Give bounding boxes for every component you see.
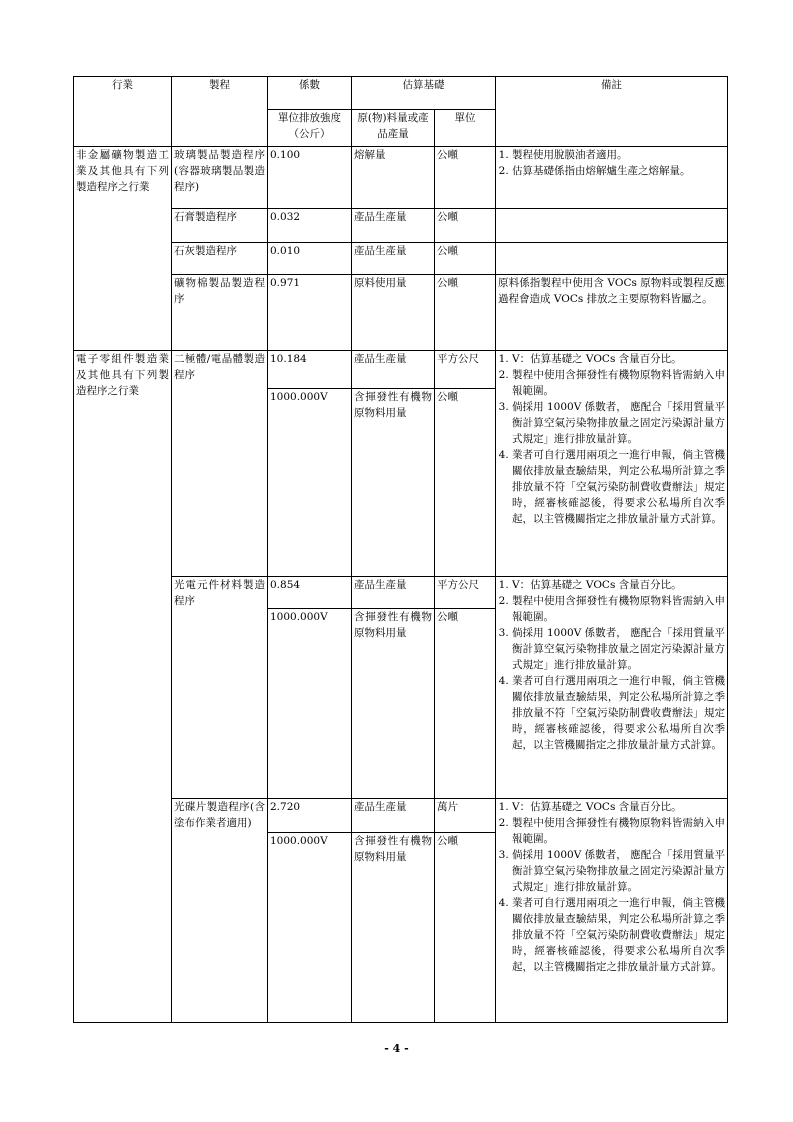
remark-cell <box>496 147 728 209</box>
unit-cell: 公噸 <box>435 609 496 799</box>
process-cell: 光碟片製造程序(含塗布作業者適用) <box>172 799 268 1023</box>
header-material: 原(物)料量或產品產量 <box>352 110 435 147</box>
remark-cell <box>496 799 728 1023</box>
coefficient-cell: 0.971 <box>268 275 352 351</box>
material-cell: 產品生產量 <box>352 209 435 243</box>
material-cell: 熔解量 <box>352 147 435 209</box>
process-cell: 玻璃製品製造程序(容器玻璃製品製造程序) <box>172 147 268 209</box>
unit-cell: 公噸 <box>435 833 496 1023</box>
material-cell: 含揮發性有機物原物料用量 <box>352 389 435 577</box>
process-cell: 石灰製造程序 <box>172 243 268 275</box>
unit-cell: 公噸 <box>435 209 496 243</box>
remark-item: 1. V：估算基礎之 VOCs 含量百分比。 <box>512 351 725 367</box>
remark-item: 1. V：估算基礎之 VOCs 含量百分比。 <box>512 799 725 815</box>
coefficient-cell: 10.184 <box>268 351 352 389</box>
header-intensity: 單位排放強度（公斤） <box>268 110 352 147</box>
coefficient-cell: 0.100 <box>268 147 352 209</box>
header-unit: 單位 <box>435 110 496 147</box>
material-cell: 原料使用量 <box>352 275 435 351</box>
material-cell: 產品生產量 <box>352 799 435 833</box>
remark-cell <box>496 243 728 275</box>
remark-item: 4. 業者可自行選用兩項之一進行申報，倘主管機關依排放量查驗結果，判定公私場所計算之季排放量不符「空氣污染防制費收費辦法」規定時，經審核確認後，得要求公私場所自次季起，以主管機關指定之排放量計量方式計算。 <box>512 673 725 753</box>
material-cell: 產品生產量 <box>352 243 435 275</box>
material-cell: 產品生產量 <box>352 577 435 609</box>
header-coefficient: 係數 <box>268 77 352 110</box>
remark-cell <box>496 209 728 243</box>
unit-cell: 萬片 <box>435 799 496 833</box>
remark-item: 3. 倘採用 1000V 係數者， 應配合「採用質量平衡計算空氣污染物排放量之固定污染源計量方式規定」進行排放量計算。 <box>512 625 725 673</box>
header-remarks: 備註 <box>496 77 728 147</box>
unit-cell: 公噸 <box>435 243 496 275</box>
unit-cell: 平方公尺 <box>435 351 496 389</box>
remark-cell: 原料係指製程中使用含 VOCs 原物料或製程反應過程會造成 VOCs 排放之主要原物料皆屬之。 <box>496 275 728 351</box>
emission-factor-table <box>73 76 728 1023</box>
coefficient-cell: 1000.000V <box>268 609 352 799</box>
remark-item: 1. 製程使用脫膜油者適用。 <box>512 147 725 163</box>
coefficient-cell: 0.032 <box>268 209 352 243</box>
material-cell: 含揮發性有機物原物料用量 <box>352 833 435 1023</box>
remark-item: 4. 業者可自行選用兩項之一進行申報，倘主管機關依排放量查驗結果，判定公私場所計算之季排放量不符「空氣污染防制費收費辦法」規定時，經審核確認後，得要求公私場所自次季起，以主管機關指定之排放量計量方式計算。 <box>512 447 725 527</box>
remark-cell <box>496 351 728 577</box>
coefficient-cell: 2.720 <box>268 799 352 833</box>
remark-item: 2. 估算基礎係指由熔解爐生產之熔解量。 <box>512 163 725 179</box>
page-number: - 4 - <box>384 1042 409 1055</box>
remark-item: 4. 業者可自行選用兩項之一進行申報，倘主管機關依排放量查驗結果，判定公私場所計算之季排放量不符「空氣污染防制費收費辦法」規定時，經審核確認後，得要求公私場所自次季起，以主管機關指定之排放量計量方式計算。 <box>512 895 725 975</box>
coefficient-cell: 0.010 <box>268 243 352 275</box>
industry-cell: 非金屬礦物製造工業及其他具有下列製造程序之行業 <box>74 147 172 351</box>
remark-item: 1. V：估算基礎之 VOCs 含量百分比。 <box>512 577 725 593</box>
remark-item: 3. 倘採用 1000V 係數者， 應配合「採用質量平衡計算空氣污染物排放量之固定污染源計量方式規定」進行排放量計算。 <box>512 847 725 895</box>
remark-item: 2. 製程中使用含揮發性有機物原物料皆需納入申報範圍。 <box>512 367 725 399</box>
process-cell: 二極體/電晶體製造程序 <box>172 351 268 577</box>
coefficient-cell: 1000.000V <box>268 833 352 1023</box>
unit-cell: 公噸 <box>435 389 496 577</box>
remark-item: 2. 製程中使用含揮發性有機物原物料皆需納入申報範圍。 <box>512 815 725 847</box>
remark-cell <box>496 577 728 799</box>
remark-item: 3. 倘採用 1000V 係數者， 應配合「採用質量平衡計算空氣污染物排放量之固定污染源計量方式規定」進行排放量計算。 <box>512 399 725 447</box>
material-cell: 產品生產量 <box>352 351 435 389</box>
unit-cell: 公噸 <box>435 275 496 351</box>
process-cell: 礦物棉製品製造程序 <box>172 275 268 351</box>
header-process: 製程 <box>172 77 268 147</box>
material-cell: 含揮發性有機物原物料用量 <box>352 609 435 799</box>
unit-cell: 公噸 <box>435 147 496 209</box>
coefficient-cell: 0.854 <box>268 577 352 609</box>
header-basis: 估算基礎 <box>352 77 496 110</box>
process-cell: 光電元件材料製造程序 <box>172 577 268 799</box>
industry-cell: 電子零組件製造業及其他具有下列製造程序之行業 <box>74 351 172 1023</box>
coefficient-cell: 1000.000V <box>268 389 352 577</box>
process-cell: 石膏製造程序 <box>172 209 268 243</box>
header-industry: 行業 <box>74 77 172 147</box>
unit-cell: 平方公尺 <box>435 577 496 609</box>
remark-item: 2. 製程中使用含揮發性有機物原物料皆需納入申報範圍。 <box>512 593 725 625</box>
